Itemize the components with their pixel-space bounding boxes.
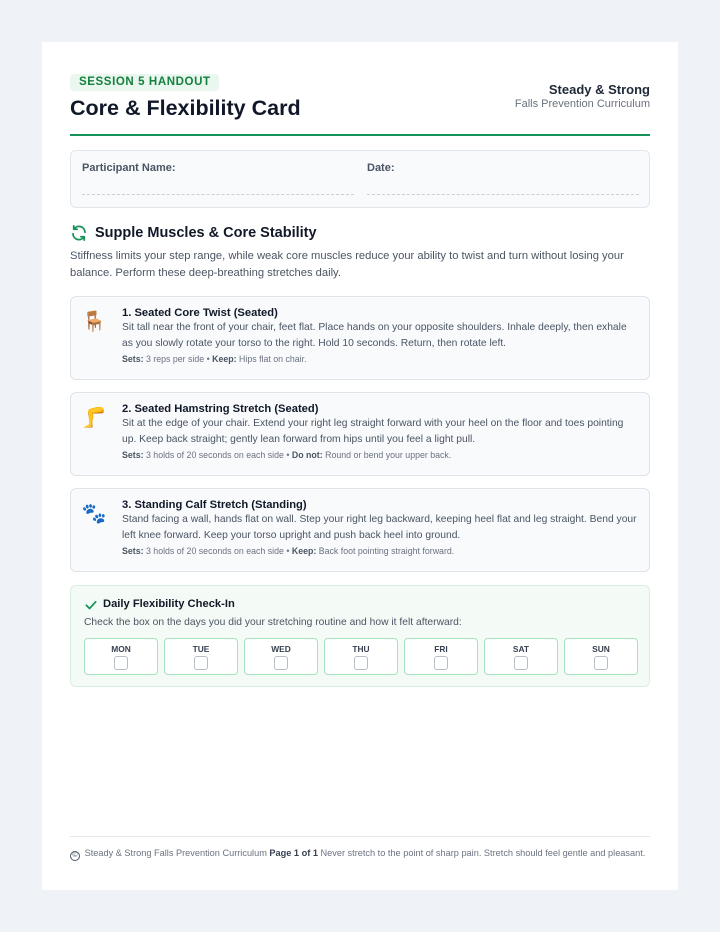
page-header — [70, 74, 650, 136]
day-checkbox[interactable] — [194, 656, 208, 670]
sets-value: 3 holds of 20 seconds on each side — [145, 546, 284, 556]
day-sun[interactable] — [564, 638, 638, 675]
sets-label: Sets: — [122, 546, 144, 556]
day-label: MON — [111, 644, 131, 654]
exercise-title: 3. Standing Calf Stretch (Standing) — [122, 499, 307, 511]
sets-value: 3 holds of 20 seconds on each side — [145, 450, 284, 460]
page-footer — [70, 836, 650, 861]
page-number: Page 1 of 1 — [269, 848, 318, 858]
day-wed[interactable] — [244, 638, 318, 675]
copyright-icon: © — [70, 851, 80, 861]
section-intro: Stiffness limits your step range, while weak core muscles reduce your ability to twist and turn without losing your balance. Perform these deep-breathing stretches daily. — [70, 250, 624, 279]
note-label: Keep: — [212, 354, 237, 364]
note-value: Round or bend your upper back. — [325, 450, 452, 460]
day-tue[interactable] — [164, 638, 238, 675]
day-checkbox[interactable] — [434, 656, 448, 670]
exercise-meta: Sets: 3 holds of 20 seconds on each side • Do not: Round or bend your upper back. — [122, 450, 452, 460]
participant-name-field[interactable] — [82, 162, 354, 195]
exercise-title: 1. Seated Core Twist (Seated) — [122, 307, 278, 319]
exercise-body — [122, 403, 637, 460]
day-checkbox[interactable] — [114, 656, 128, 670]
day-label: THU — [352, 644, 370, 654]
day-checkbox[interactable] — [594, 656, 608, 670]
day-sat[interactable] — [484, 638, 558, 675]
sets-label: Sets: — [122, 354, 144, 364]
note-value: Hips flat on chair. — [239, 354, 307, 364]
day-mon[interactable] — [84, 638, 158, 675]
checkmark-icon — [84, 598, 98, 612]
note-label: Do not: — [291, 450, 323, 460]
exercise-meta: Sets: 3 holds of 20 seconds on each side • Keep: Back foot pointing straight forward. — [122, 546, 455, 556]
chair-icon: 🪑 — [81, 311, 107, 333]
note-value: Back foot pointing straight forward. — [318, 546, 455, 556]
day-thu[interactable] — [324, 638, 398, 675]
sets-label: Sets: — [122, 450, 144, 460]
section-title: Supple Muscles & Core Stability — [95, 225, 317, 241]
exercise-card-1 — [70, 296, 650, 380]
exercise-instructions: Stand facing a wall, hands flat on wall. Step your right leg backward, keeping heel flat and leg straight. Bend your left knee forward. Keep your torso upright and push back heel into ground. — [122, 514, 637, 541]
brand-subtitle: Falls Prevention Curriculum — [514, 98, 650, 110]
exercise-title: 2. Seated Hamstring Stretch (Seated) — [122, 403, 319, 415]
participant-name-label: Participant Name: — [82, 162, 176, 174]
day-checkbox[interactable] — [354, 656, 368, 670]
date-field[interactable] — [367, 162, 639, 195]
note-label: Keep: — [291, 546, 317, 556]
footer-note: Never stretch to the point of sharp pain. Stretch should feel gentle and pleasant. — [320, 848, 646, 858]
section-header — [70, 224, 650, 246]
brand-block — [515, 82, 650, 110]
page-title: Core & Flexibility Card — [70, 96, 301, 120]
exercise-card-3 — [70, 488, 650, 572]
day-label: TUE — [192, 644, 210, 654]
day-label: SUN — [592, 644, 610, 654]
day-checklist — [84, 638, 637, 675]
session-tag: SESSION 5 HANDOUT — [70, 74, 219, 91]
exercise-body — [122, 307, 637, 364]
participant-fields — [70, 150, 650, 208]
paw-prints-icon: 🐾 — [81, 503, 107, 525]
day-fri[interactable] — [404, 638, 478, 675]
date-line[interactable] — [367, 194, 639, 195]
date-label: Date: — [367, 162, 395, 174]
check-in-title: Daily Flexibility Check-In — [103, 598, 235, 610]
leg-icon: 🦵 — [81, 407, 107, 429]
daily-check-in — [70, 585, 650, 687]
day-checkbox[interactable] — [274, 656, 288, 670]
exercise-instructions: Sit tall near the front of your chair, feet flat. Place hands on your opposite shoulders. Inhale deeply, then exhale as you slowly rotate your torso to the right. Hold 10 seconds. Return, then rotate left. — [122, 322, 627, 349]
sets-value: 3 reps per side — [145, 354, 205, 364]
participant-name-line[interactable] — [82, 194, 354, 195]
check-in-description: Check the box on the days you did your stretching routine and how it felt afterward: — [84, 617, 462, 628]
brand-name: Steady & Strong — [548, 82, 650, 97]
day-checkbox[interactable] — [514, 656, 528, 670]
day-label: FRI — [434, 644, 448, 654]
exercise-instructions: Sit at the edge of your chair. Extend your right leg straight forward with your heel on the floor and toes pointing up. Keep back straight; gently lean forward from hips until you feel a light pull. — [122, 418, 624, 445]
exercise-card-2 — [70, 392, 650, 476]
handout-page — [42, 42, 678, 890]
exercise-meta: Sets: 3 reps per side • Keep: Hips flat on chair. — [122, 354, 307, 364]
footer-org: Steady & Strong Falls Prevention Curriculum — [84, 848, 267, 858]
refresh-cycle-icon — [70, 224, 88, 242]
day-label: WED — [271, 644, 291, 654]
day-label: SAT — [512, 644, 530, 654]
exercise-body — [122, 499, 637, 556]
